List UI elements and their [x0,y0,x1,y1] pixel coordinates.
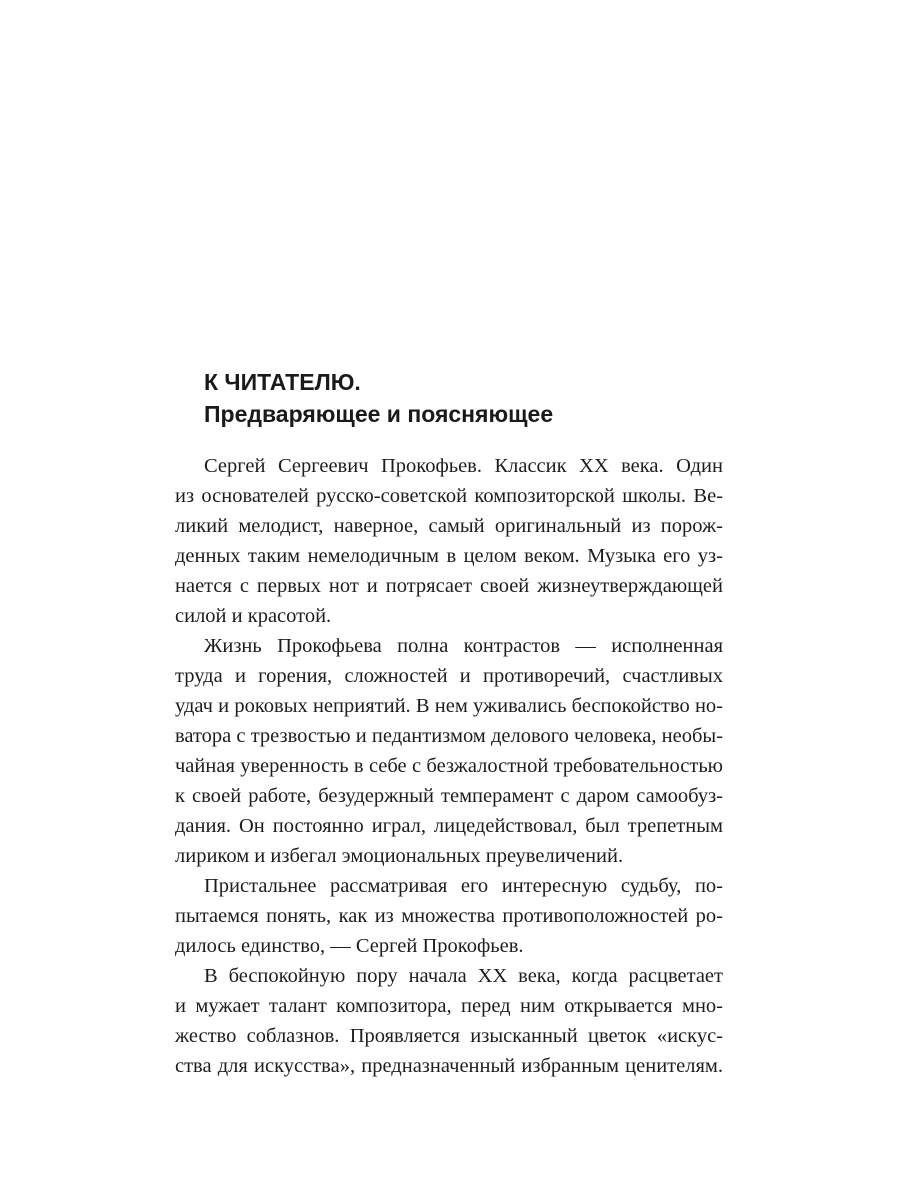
text-line: и мужает талант композитора, перед ним открывается мно- [175,995,723,1017]
text-line: денных таким немелодичным в целом веком. Музыка его уз- [175,545,723,567]
text-line: чайная уверенность в себе с безжалостной требовательностью [175,755,723,777]
text-line: Жизнь Прокофьева полна контрастов — исполненная [204,635,723,657]
text-line: из основателей русско-советской композиторской школы. Ве- [175,485,723,507]
text-line: удач и роковых неприятий. В нем уживались беспокойство но- [175,695,723,717]
paragraph [175,961,723,1081]
text-line: труда и горения, сложностей и противоречий, счастливых [175,665,723,687]
text-line: силой и красотой. [175,605,332,627]
text-line: нается с первых нот и потрясает своей жизнеутверждающей [175,575,723,597]
chapter-subtitle: Предваряющее и поясняющее [204,401,554,427]
chapter-heading [204,366,764,430]
text-line: дилось единство, — Сергей Прокофьев. [175,935,524,957]
paragraph [175,631,723,871]
body-text [175,451,723,1081]
text-line: лириком и избегал эмоциональных преувеличений. [175,845,624,867]
text-line: Сергей Сергеевич Прокофьев. Классик XX века. Один [204,455,723,477]
text-line: ватора с трезвостью и педантизмом делового человека, необы- [175,725,723,747]
text-line: жество соблазнов. Проявляется изысканный цветок «искус- [175,1025,723,1047]
paragraph [175,871,723,961]
text-line: дания. Он постоянно играл, лицедействовал, был трепетным [175,815,723,837]
text-line: ства для искусства», предназначенный избранным ценителям. [175,1055,723,1077]
text-line: к своей работе, безудержный темперамент с даром самообуз- [175,785,723,807]
text-line: Пристальнее рассматривая его интересную судьбу, по- [204,875,723,897]
text-line: пытаемся понять, как из множества противоположностей ро- [175,905,723,927]
chapter-title: К ЧИТАТЕЛЮ. [204,369,361,395]
text-line: ликий мелодист, наверное, самый оригинальный из порож- [175,515,723,537]
text-line: В беспокойную пору начала XX века, когда расцветает [204,965,723,987]
paragraph [175,451,723,631]
